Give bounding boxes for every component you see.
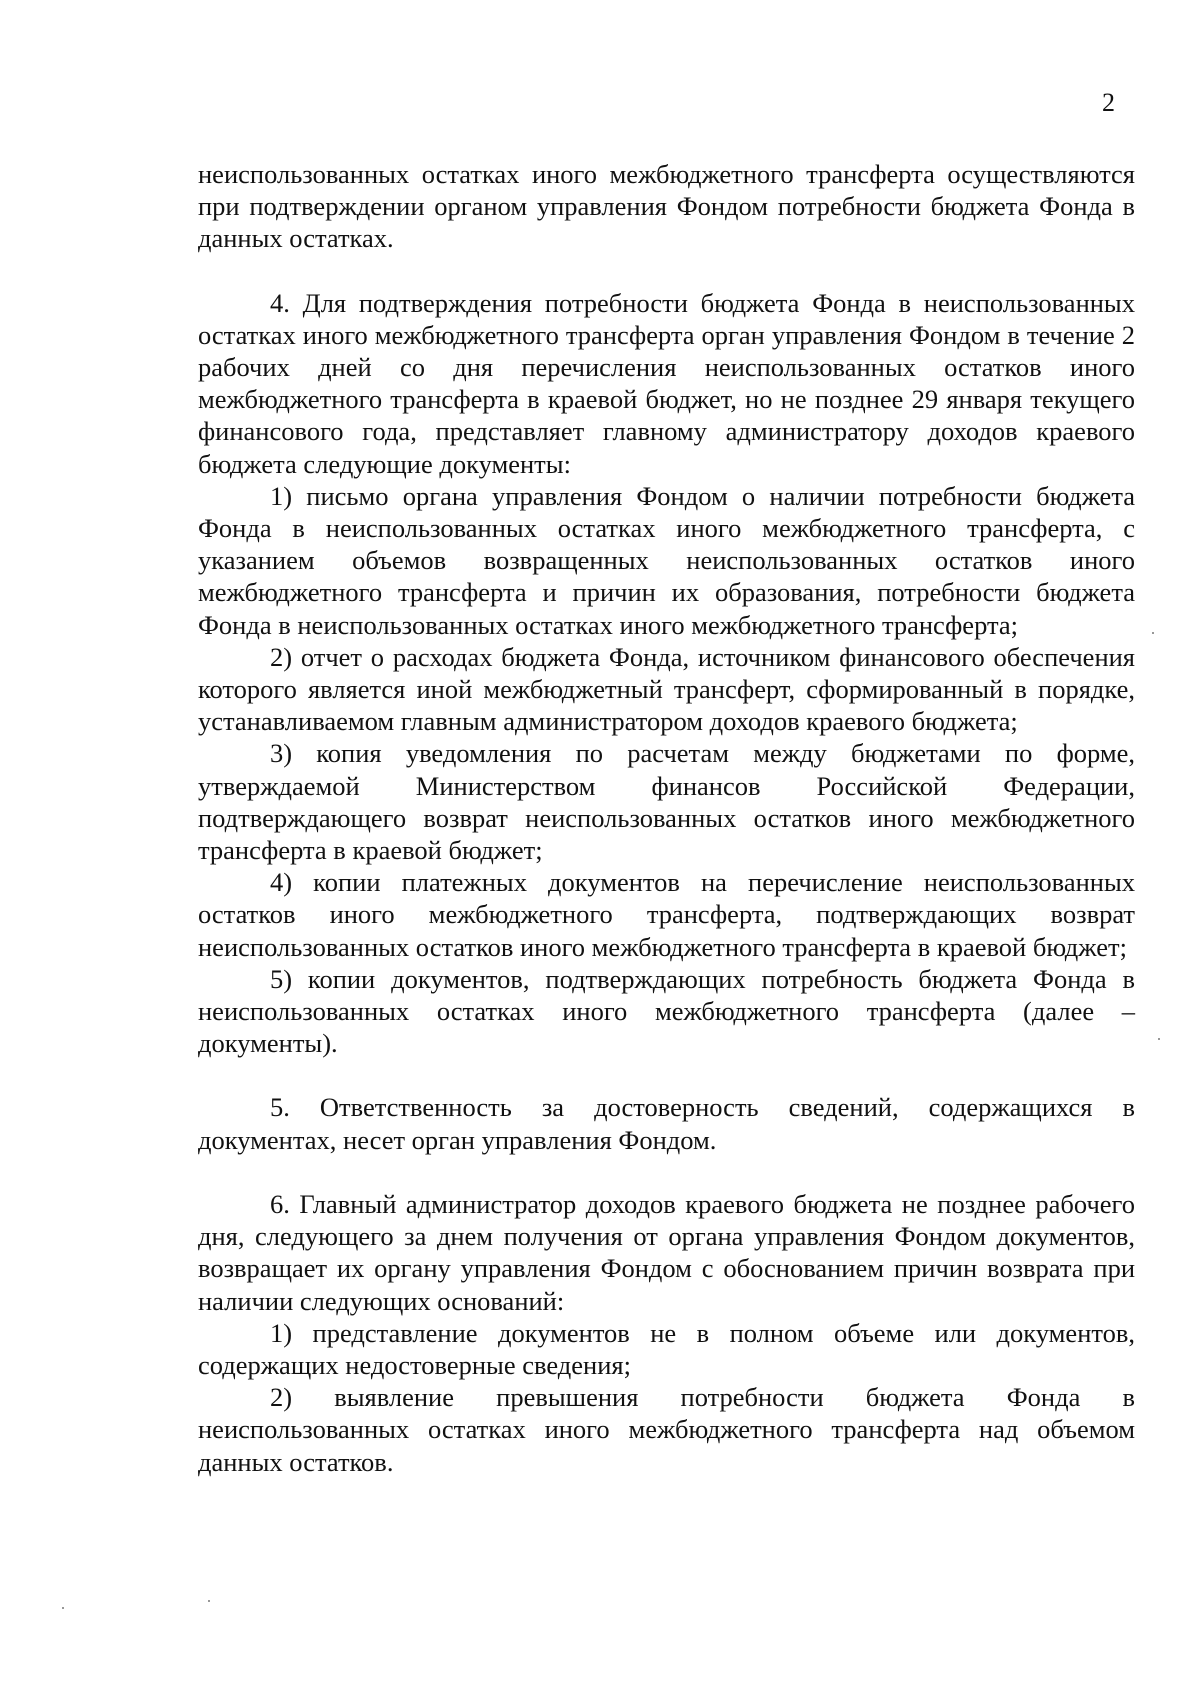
paragraph-item-4-1: 1) письмо органа управления Фондом о наличии потребности бюджета Фонда в неиспользованных остатках иного межбюджетного трансферта, с указанием объемов возвращенных неиспользованных остатков иного межбюджетного трансферта и причин их образования, потребности бюджета Фонда в неиспользованных остатках иного межбюджетного трансферта; xyxy=(198,480,1135,640)
paragraph-item-4: 4. Для подтверждения потребности бюджета Фонда в неиспользованных остатках иного межбюджетного трансферта орган управления Фондом в течение 2 рабочих дней со дня перечисления неиспользованных остатков иного межбюджетного трансферта в краевой бюджет, но не позднее 29 января текущего финансового года, представляет главному администратору доходов краевого бюджета следующие документы: xyxy=(198,287,1135,479)
scan-speck xyxy=(1158,1038,1160,1040)
paragraph-item-6-1: 1) представление документов не в полном объеме или документов, содержащих недостоверные сведения; xyxy=(198,1317,1135,1380)
paragraph-item-4-5: 5) копии документов, подтверждающих потребность бюджета Фонда в неиспользованных остатках иного межбюджетного трансферта (далее – документы). xyxy=(198,963,1135,1059)
document-body xyxy=(198,158,1135,1478)
paragraph-continuation: неиспользованных остатках иного межбюджетного трансферта осуществляются при подтверждении органом управления Фондом потребности бюджета Фонда в данных остатках. xyxy=(198,159,1135,254)
paragraph-item-4-4: 4) копии платежных документов на перечисление неиспользованных остатков иного межбюджетного трансферта, подтверждающих возврат неиспользованных остатков иного межбюджетного трансферта в краевой бюджет; xyxy=(198,867,1135,962)
scan-speck xyxy=(208,1600,210,1602)
paragraph-item-6: 6. Главный администратор доходов краевого бюджета не позднее рабочего дня, следующего за днем получения от органа управления Фондом документов, возвращает их органу управления Фондом с обоснованием причин возврата при наличии следующих оснований: xyxy=(198,1188,1135,1316)
paragraph-item-5: 5. Ответственность за достоверность сведений, содержащихся в документах, несет орган управления Фондом. xyxy=(198,1092,1135,1155)
scan-speck xyxy=(1152,632,1154,634)
page-number: 2 xyxy=(1102,88,1115,117)
paragraph-item-6-2: 2) выявление превышения потребности бюджета Фонда в неиспользованных остатках иного межбюджетного трансферта над объемом данных остатков. xyxy=(198,1382,1135,1477)
scan-speck xyxy=(62,1607,64,1609)
paragraph-item-4-2: 2) отчет о расходах бюджета Фонда, источником финансового обеспечения которого является иной межбюджетный трансферт, сформированный в порядке, устанавливаемом главным администратором доходов краевого бюджета; xyxy=(198,641,1135,737)
paragraph-item-4-3: 3) копия уведомления по расчетам между бюджетами по форме, утверждаемой Министерством финансов Российской Федерации, подтверждающего возврат неиспользованных остатков иного межбюджетного трансферта в краевой бюджет; xyxy=(198,738,1135,866)
